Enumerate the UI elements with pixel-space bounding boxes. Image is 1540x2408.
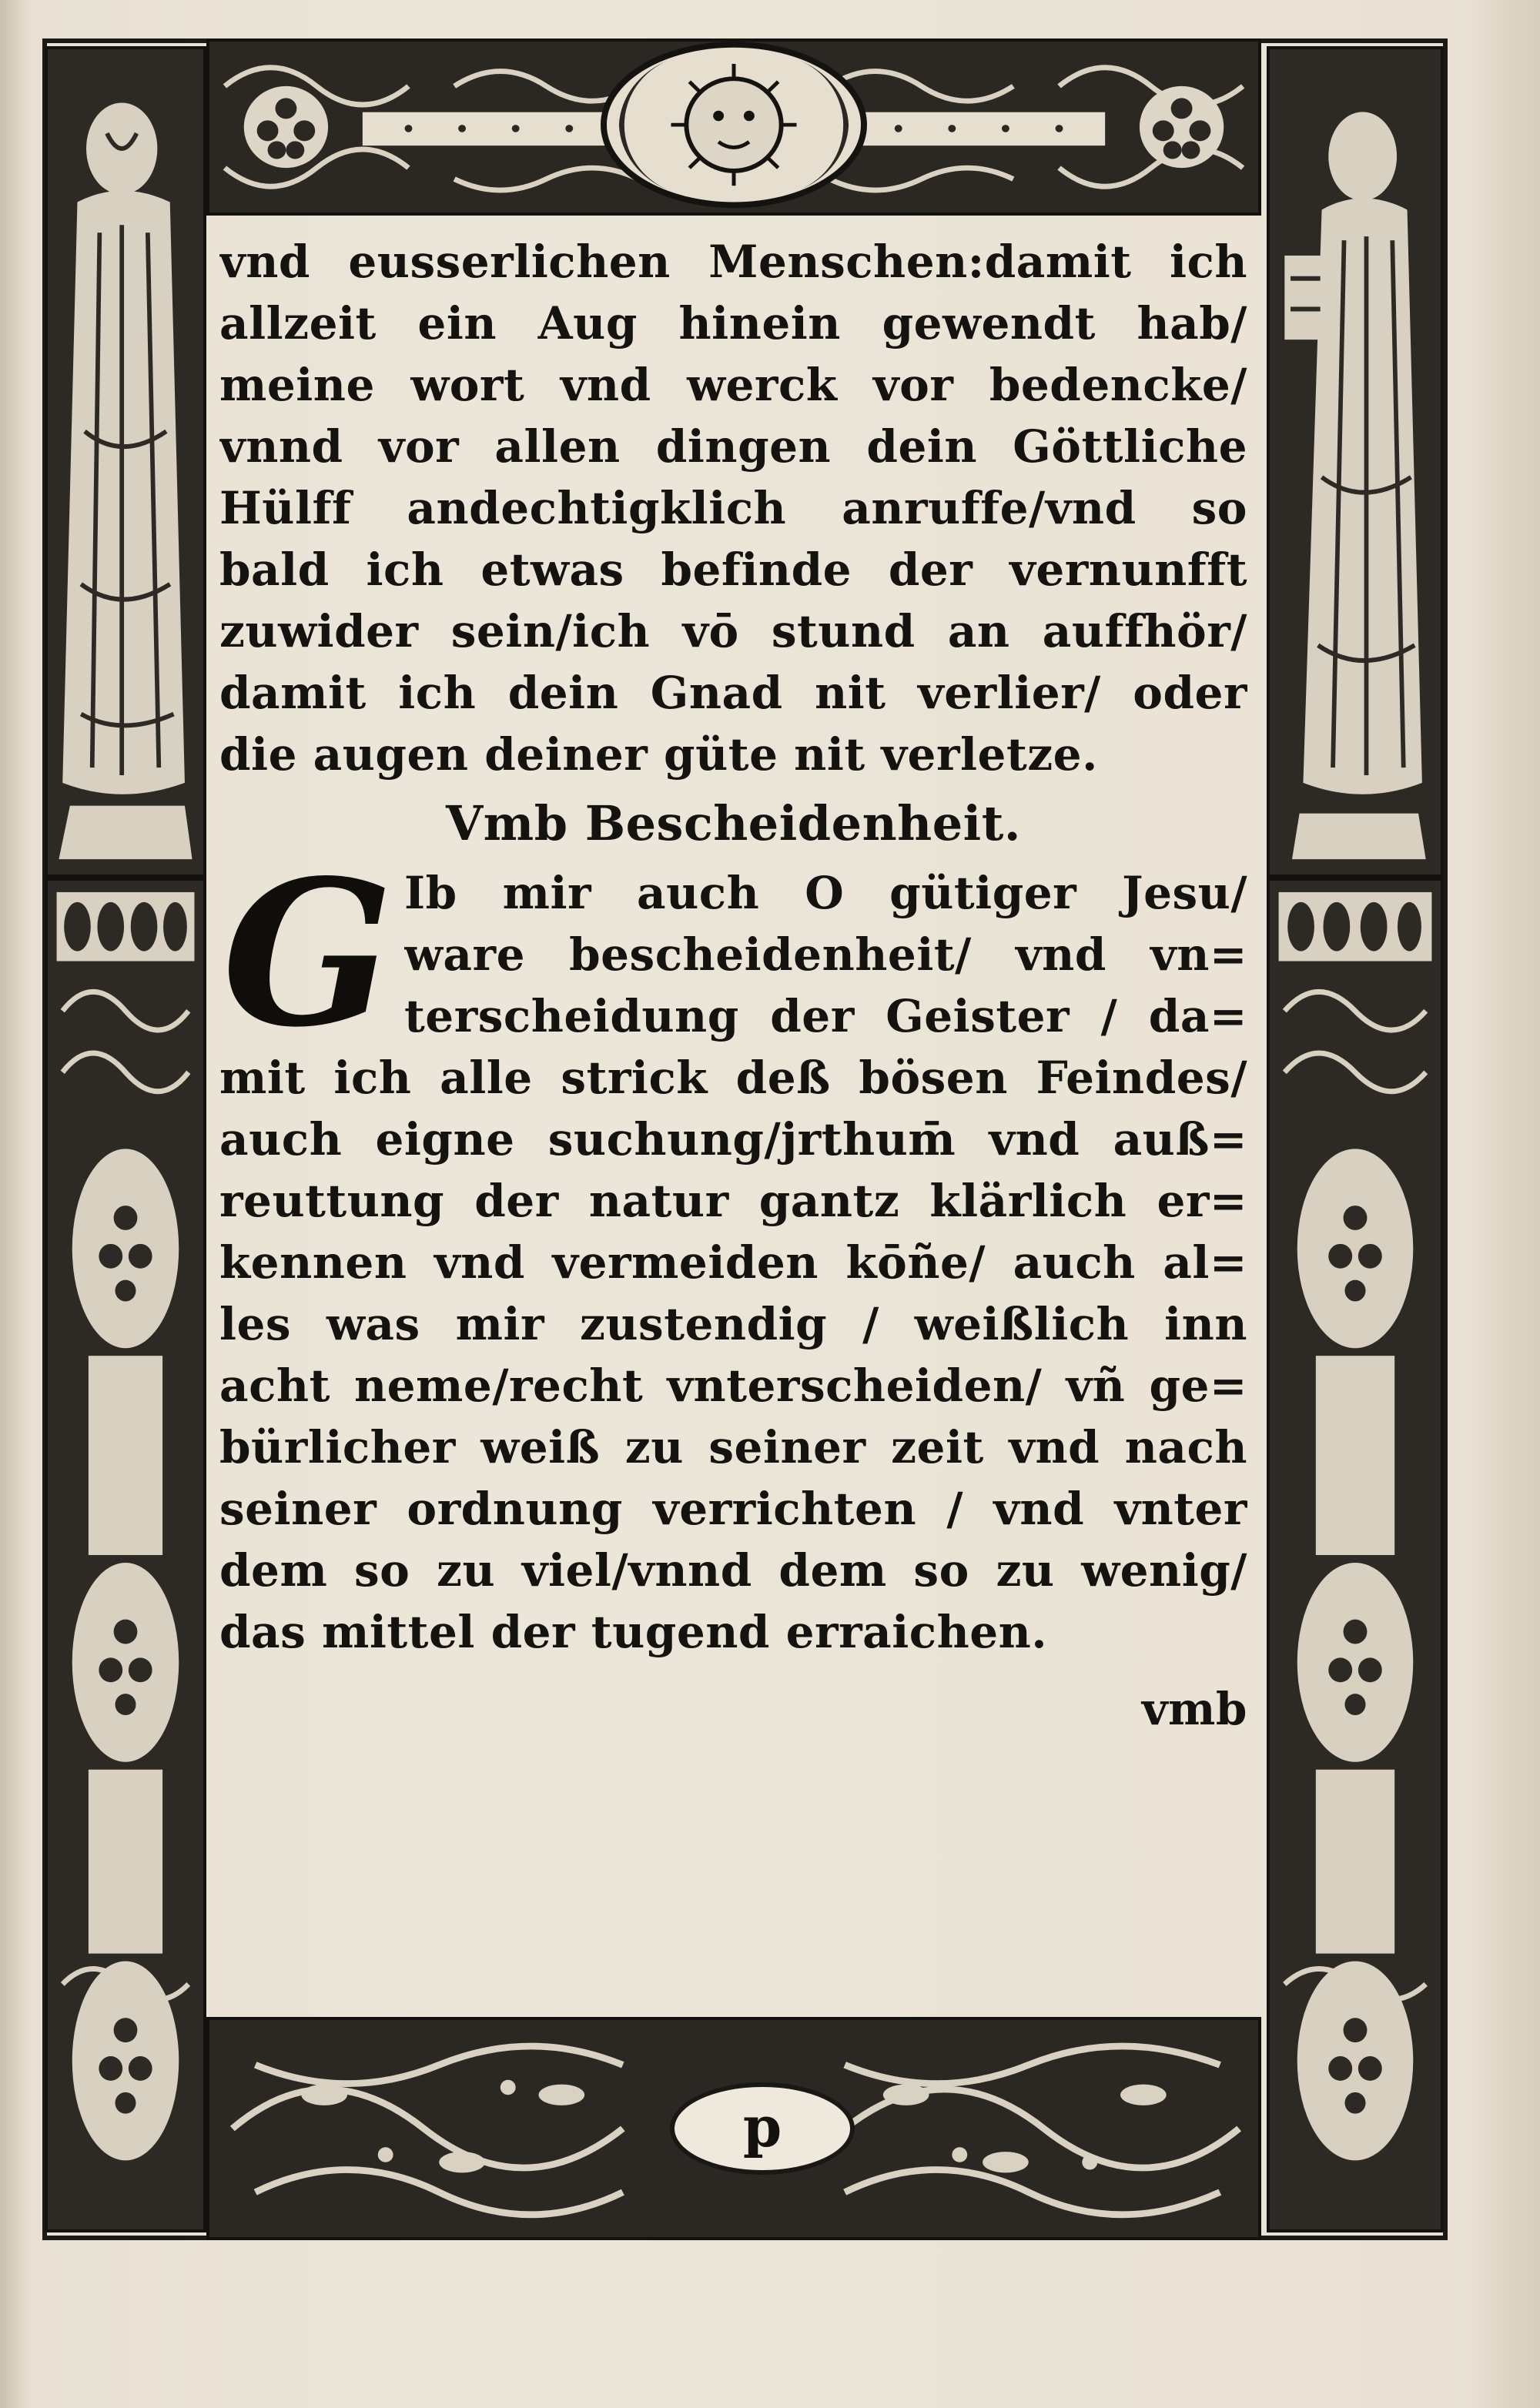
text-line: allzeit ein Aug hinein gewendt hab/: [219, 297, 1247, 349]
text-line: vnnd vor allen dingen dein Göttliche: [219, 420, 1247, 473]
decorated-initial: G: [222, 837, 394, 1072]
text-line: terscheidung der Geister / da=: [404, 990, 1247, 1042]
text-block: [219, 231, 1247, 2002]
right-figure-woodcut: [1267, 46, 1444, 878]
text-line: seiner ordnung verrichten / vnd vnter: [219, 1483, 1247, 1535]
text-line: bürlicher weiß zu seiner zeit vnd nach: [219, 1421, 1247, 1473]
text-line: mit ich alle strick deß bösen Feindes/: [219, 1052, 1247, 1104]
figure-with-vessel-icon: [1270, 49, 1441, 875]
text-line: meine wort vnd werck vor bedencke/: [219, 359, 1247, 411]
text-line: Hülff andechtigklich anruffe/vnd so: [219, 482, 1247, 534]
text-line: zuwider sein/ich vō stund an auffhör/: [219, 605, 1247, 657]
text-line: reuttung der natur gantz klärlich er=: [219, 1175, 1247, 1227]
section-heading: Vmb Bescheidenheit.: [446, 795, 1021, 851]
text-line: das mittel der tugend erraichen.: [219, 1606, 1048, 1658]
left-column-woodcut: [45, 878, 206, 2232]
text-line: kennen vnd vermeiden kōñe/ auch al=: [219, 1236, 1247, 1289]
text-line: damit ich dein Gnad nit verlier/ oder: [219, 667, 1247, 719]
text-line: dem so zu viel/vnnd dem so zu wenig/: [219, 1544, 1247, 1597]
text-line: ware bescheidenheit/ vnd vn=: [404, 928, 1247, 981]
left-figure-woodcut: [45, 46, 206, 878]
sun-moon-ornament-icon: [209, 42, 1258, 212]
text-line: vnd eusserlichen Menschen:damit ich: [219, 236, 1247, 288]
right-column-woodcut: [1267, 878, 1444, 2232]
signature-mark: p: [670, 2082, 855, 2175]
catchword: vmb: [1141, 1683, 1247, 1735]
top-woodcut-border: [206, 38, 1261, 216]
column-medallion-icon: [48, 881, 203, 2229]
column-medallion-icon: [1270, 881, 1441, 2229]
text-line: acht neme/recht vnterscheiden/ vñ ge=: [219, 1360, 1247, 1412]
text-line: Ib mir auch O gütiger Jesu/: [404, 867, 1247, 919]
initial-paragraph: [219, 837, 1247, 1072]
text-line: die augen deiner güte nit verletze.: [219, 728, 1098, 781]
text-line: bald ich etwas befinde der vernunfft: [219, 543, 1247, 596]
text-line: auch eigne suchung/jrthum̄ vnd auß=: [219, 1113, 1247, 1166]
text-line: les was mir zustendig / weißlich inn: [219, 1298, 1247, 1350]
standing-figure-icon: [48, 49, 203, 875]
